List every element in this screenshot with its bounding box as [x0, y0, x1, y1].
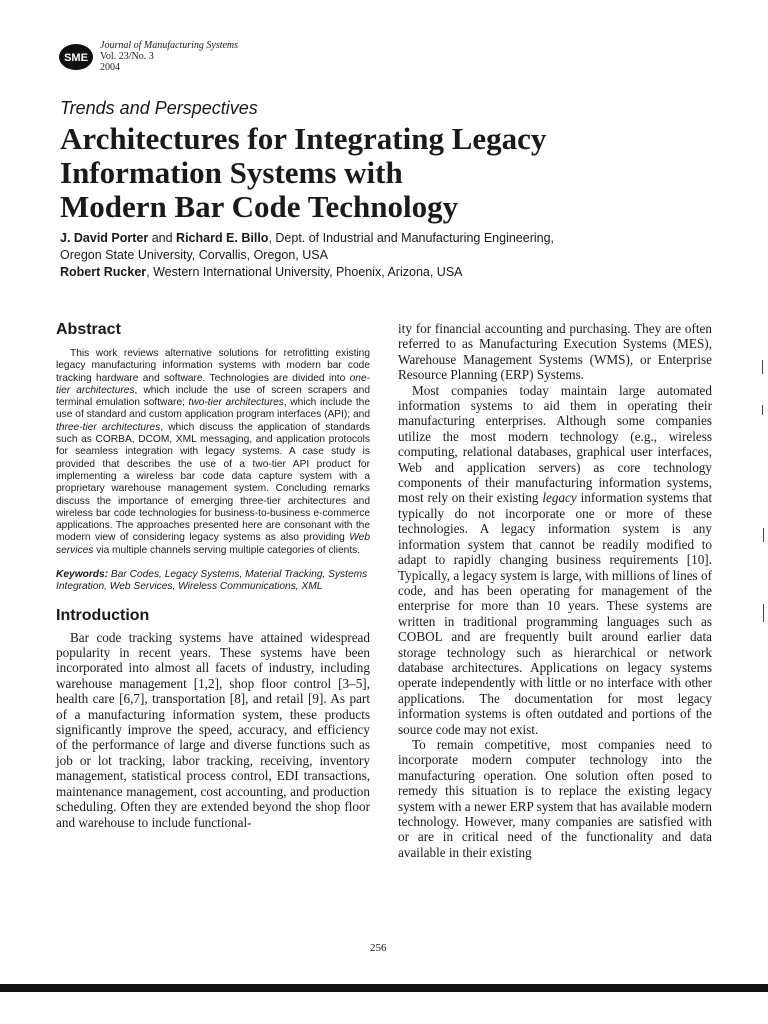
abstract-text — [56, 348, 370, 557]
author-name: J. David Porter — [60, 231, 149, 245]
keywords-label: Keywords: — [56, 569, 109, 581]
journal-info — [100, 40, 238, 73]
abstract-span: , which include the use of standard and custom application program interfaces (API); and — [56, 397, 370, 421]
author-block — [60, 230, 700, 281]
scan-bottom-bar — [0, 984, 768, 992]
author-affiliation: , Dept. of Industrial and Manufacturing Engineering, — [268, 231, 555, 245]
keywords — [56, 569, 370, 594]
paper-title — [60, 122, 620, 224]
abstract-span: This work reviews alternative solutions for retrofitting existing legacy manufacturing information systems with modern bar code tracking hardware and software. Technologies are divided into — [56, 348, 370, 384]
abstract-term: one-tier architectures — [56, 372, 370, 396]
body-span: information systems that typically do not incorporate one or more of these technologies. A legacy information system is any information system that cannot be readily modified to adapt to rapidly changing business requirements [10]. Typically, a legacy system is large, with millions of lines of code, and has been operating for management of the enterprise for more than 10 years. These systems are written in traditional programming languages such as COBOL and are frequently built around earlier data storage technology such as hierarchical or network database architectures. Applications on legacy systems operate independently with little or no interface with other applications. The documentation for most legacy information systems is often outdated and portions of the source code may not exist. — [398, 490, 712, 737]
abstract-term: two-tier architectures — [188, 397, 284, 409]
scan-margin-mark — [762, 405, 763, 415]
abstract-term: three-tier architectures — [56, 421, 161, 433]
sme-logo — [58, 42, 94, 72]
abstract-heading: Abstract — [56, 321, 121, 338]
introduction-heading: Introduction — [56, 606, 150, 624]
scan-margin-mark — [762, 360, 763, 374]
title-line-3: Modern Bar Code Technology — [60, 189, 459, 224]
left-column — [56, 320, 370, 830]
svg-text:SME: SME — [64, 52, 88, 64]
author-affiliation-line: Oregon State University, Corvallis, Oregon, USA — [60, 248, 328, 262]
author-conjunction: and — [148, 231, 177, 245]
journal-year: 2004 — [100, 62, 120, 73]
author-affiliation: , Western International University, Phoenix, Arizona, USA — [146, 265, 463, 279]
title-line-1: Architectures for Integrating Legacy — [60, 121, 547, 156]
author-name: Richard E. Billo — [176, 231, 269, 245]
abstract-term: Web services — [56, 532, 370, 556]
author-line-3 — [60, 264, 700, 281]
journal-volume: Vol. 23/No. 3 — [100, 51, 154, 62]
abstract-span: , which discuss the application of standards such as CORBA, DCOM, XML messaging, and application protocols for seamless integration with legacy systems. A case study is provided that describes the use of a two-tier API product for implementing a wireless bar code data capture system with a proprietary warehouse management system. Concluding remarks discuss the importance of emerging three-tier architectures and wireless bar code technologies for business-to-business e-commerce applications. The approaches presented here are consonant with the modern view of considering legacy systems as also providing — [56, 421, 371, 544]
section-label: Trends and Perspectives — [60, 98, 258, 118]
title-line-2: Information Systems with — [60, 155, 403, 190]
body-emphasis: legacy — [542, 490, 577, 506]
journal-header — [58, 40, 238, 73]
body-paragraph-2 — [398, 383, 712, 737]
introduction-paragraph: Bar code tracking systems have attained widespread popularity in recent years. These systems have been incorporated into almost all facets of industry, including warehouse management [1,2], shop floor control [3–5], health care [6,7], transportation [8], and retail [9]. As part of a manufacturing information system, these products significantly improve the speed, accuracy, and efficiency of the performance of large and diverse functions such as job or lot tracking, labor tracking, receiving, inventory management, statistical process control, EDI transactions, maintenance management, cost accounting, and production scheduling. Often they are extended beyond the shop floor and warehouse to include functional- — [56, 629, 370, 830]
journal-name: Journal of Manufacturing Systems — [100, 40, 239, 51]
abstract-span: , which include the use of screen scrapers and terminal emulation software; — [56, 384, 370, 409]
author-name: Robert Rucker — [60, 265, 147, 279]
scan-margin-mark — [763, 528, 764, 542]
keywords-list: Bar Codes, Legacy Systems, Material Tracking, Systems Integration, Web Services, Wireless Communications, XML — [56, 569, 368, 593]
author-line-1 — [60, 230, 700, 247]
page-number: 256 — [370, 942, 387, 954]
scan-margin-mark — [763, 604, 764, 622]
right-column — [398, 321, 712, 860]
body-paragraph-1: ity for financial accounting and purchasing. They are often referred to as Manufacturing Execution Systems (MES), Warehouse Management Systems (WMS), or Enterprise Resource Planning (ERP) Systems. — [398, 321, 712, 383]
abstract-span: via multiple channels serving multiple categories of clients. — [93, 544, 361, 556]
body-paragraph-3: To remain competitive, most companies need to incorporate modern computer technology into the manufacturing operation. One solution often posed to remedy this situation is to replace the existing legacy system with a newer ERP system that has available modern technology. However, many companies are satisfied with or are in critical need of the functionality and data available in their existing — [398, 736, 712, 860]
body-span: Most companies today maintain large automated information systems to aid them in operating their manufacturing enterprises. Although some companies utilize the most modern technology (e.g., wireless computing, relational databases, graphical user interfaces, Web and application servers) as core technology components of their manufacturing information systems, most rely on their existing — [398, 382, 712, 506]
